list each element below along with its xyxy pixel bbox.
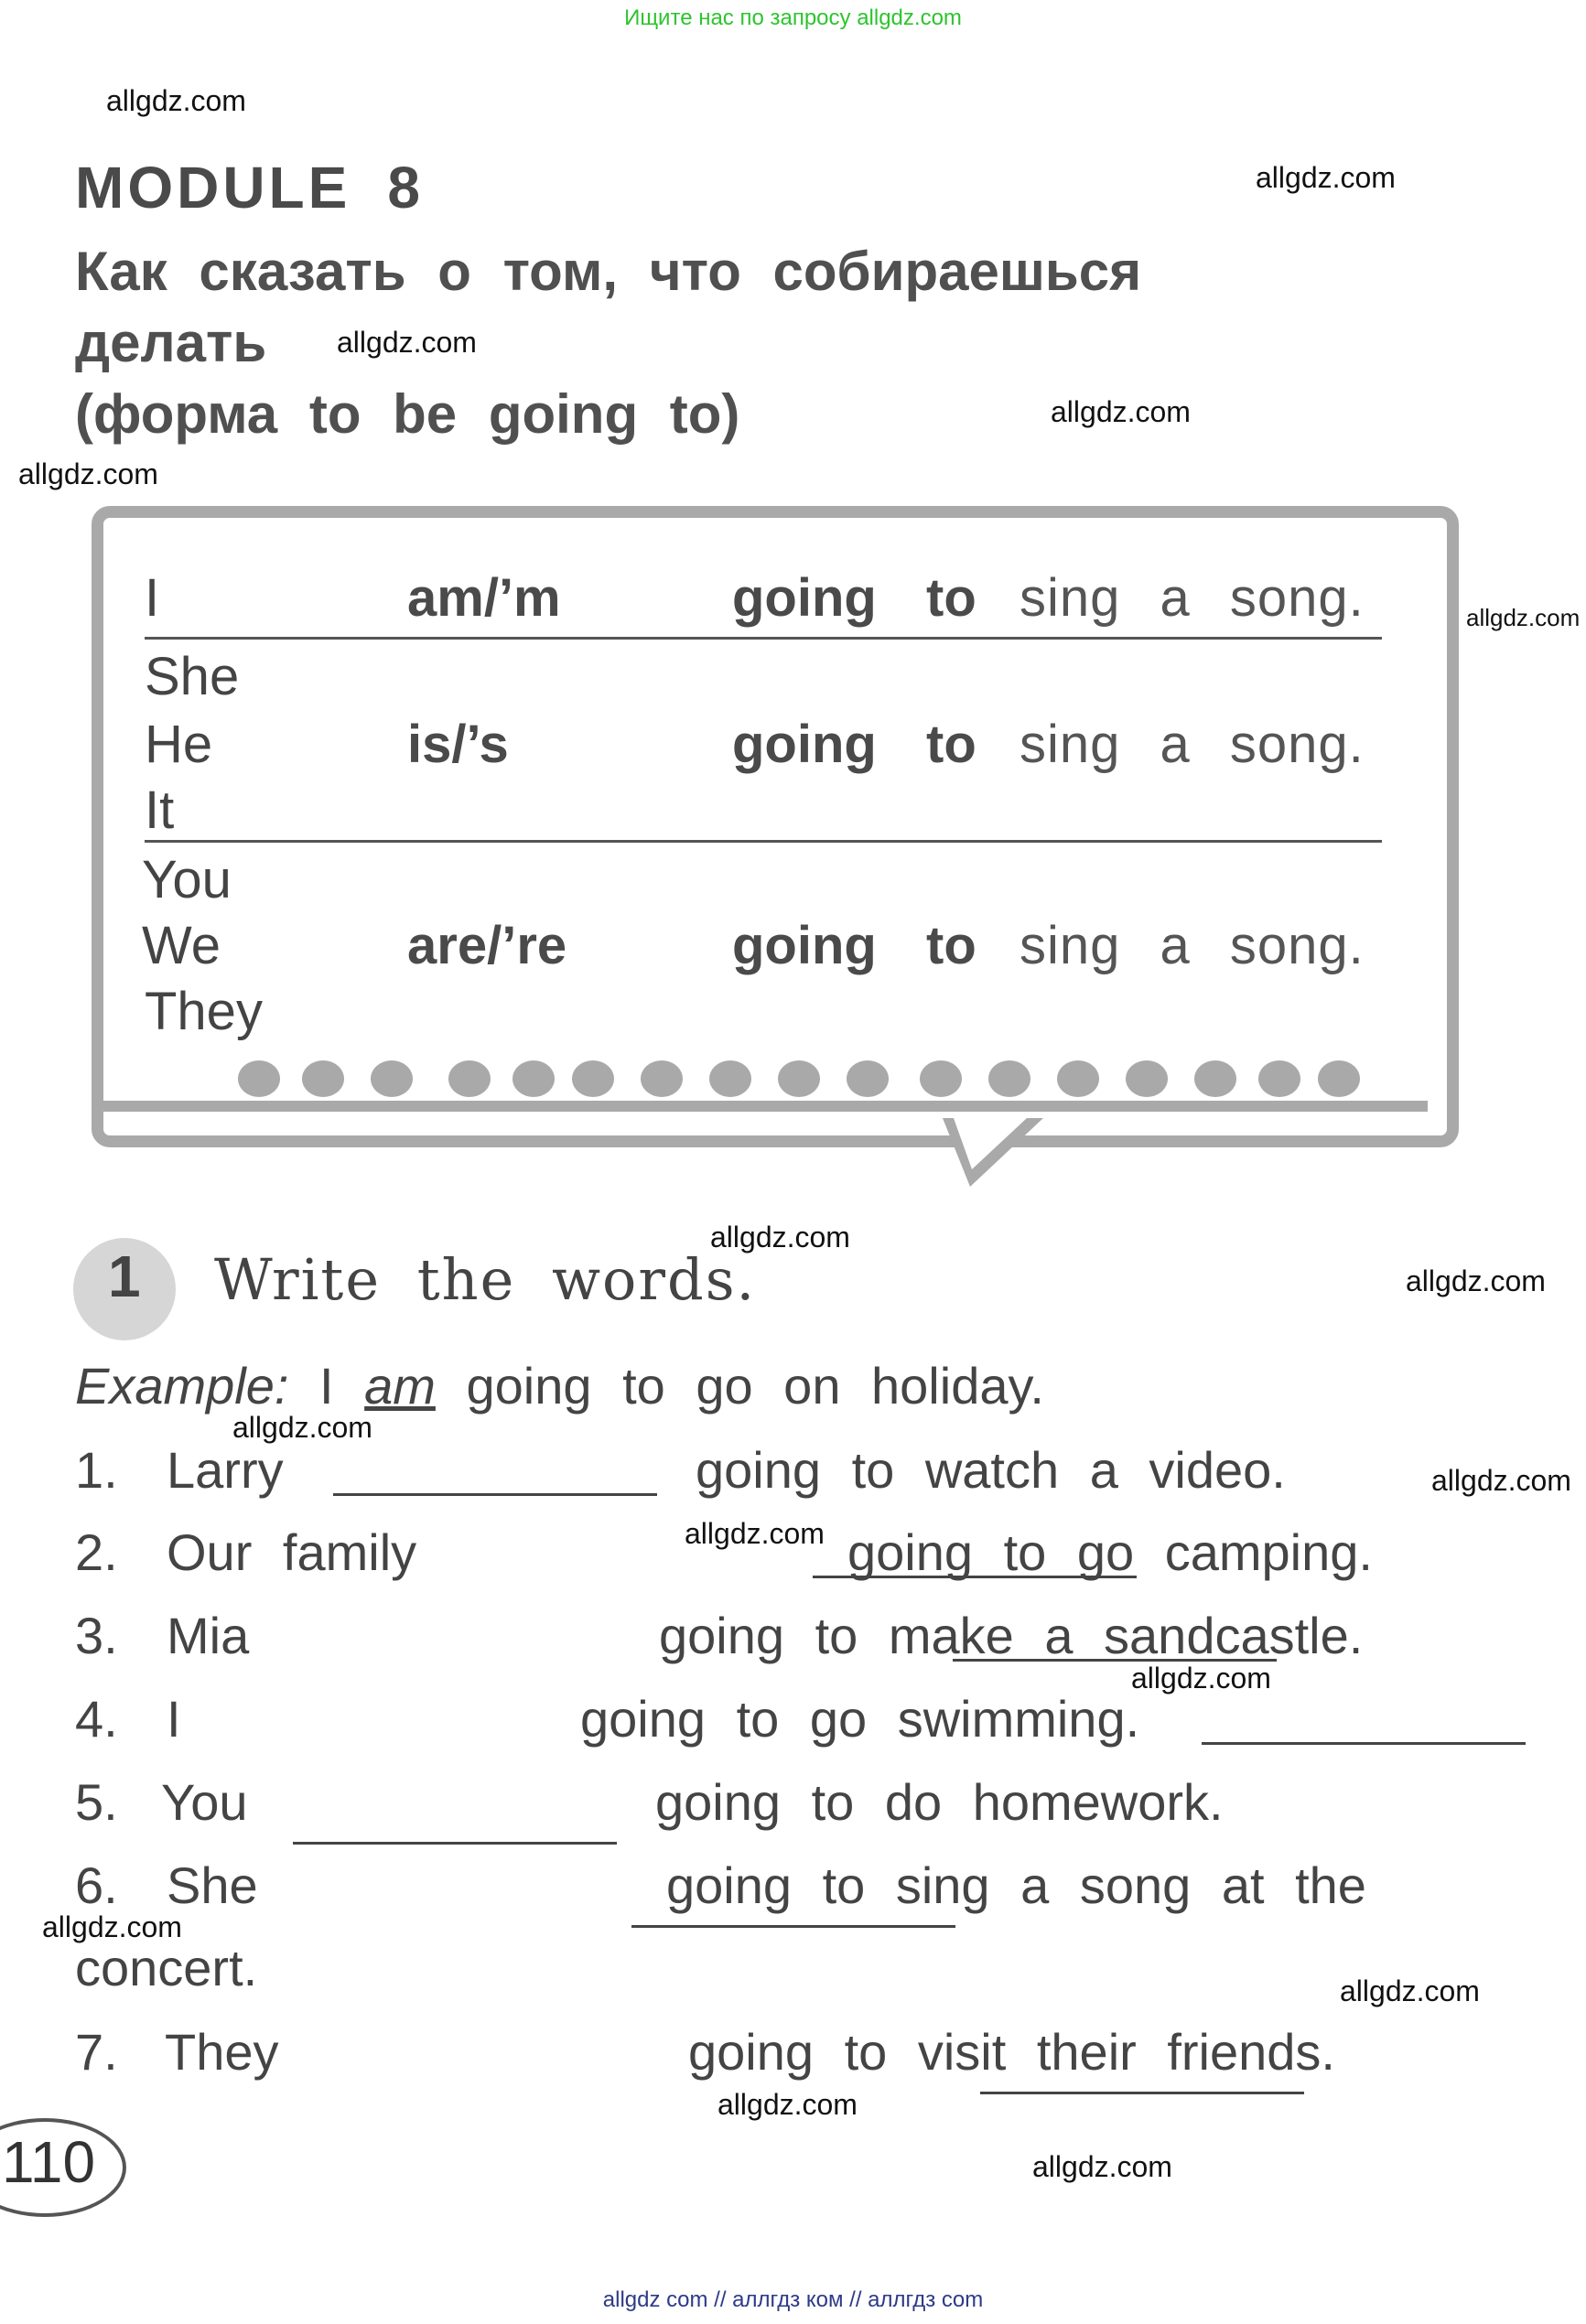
exercise-item-subject: Larry [167,1441,284,1499]
example-subject: I [319,1357,334,1415]
grammar-rest: sing a song. [1020,715,1365,774]
exercise-item-subject: Mia [167,1607,250,1664]
grammar-going: going [732,715,877,774]
example-line [75,1356,1044,1415]
watermark: allgdz.com [685,1517,825,1550]
exercise-item-num: 2. [75,1523,118,1581]
grammar-to: to [926,916,976,975]
answer-blank[interactable] [333,1493,657,1496]
watermark: allgdz.com [1431,1464,1571,1497]
exercise-item-subject: You [161,1773,248,1831]
grammar-to: to [926,715,976,774]
exercise-item-num: 6. [75,1856,118,1914]
grammar-subject: She [145,647,240,706]
watermark: allgdz.com [717,2088,858,2121]
watermark: allgdz.com [1256,161,1396,194]
exercise-item-rest: going to do homework. [655,1773,1224,1831]
watermark: allgdz.com [1131,1662,1271,1695]
exercise-item-rest: going to visit their friends. [688,2023,1335,2081]
lesson-heading-line3: (форма to be going to) [75,383,740,445]
answer-blank[interactable] [1202,1742,1526,1745]
watermark: allgdz.com [337,326,477,359]
grammar-subject: We [142,916,221,975]
answer-blank[interactable] [631,1925,955,1928]
exercise-item-rest: going to go swimming. [580,1690,1140,1748]
exercise-item-rest: going to make a sandcastle. [659,1607,1364,1664]
exercise-item-subject: I [167,1690,181,1748]
watermark: allgdz.com [1340,1974,1480,2007]
watermark: allgdz.com [106,84,246,117]
exercise-item-num: 1. [75,1441,118,1499]
exercise-item-num: 7. [75,2023,118,2081]
exercise-title: Write the words. [214,1246,757,1313]
grammar-verb: am/’m [407,568,561,628]
grammar-going: going [732,916,877,975]
grammar-subject: I [145,568,160,628]
grammar-subject: You [142,850,232,909]
module-number: 8 [387,155,424,221]
watermark: allgdz.com [710,1221,850,1253]
module-label: MODULE [75,155,351,221]
watermark: allgdz.com [1406,1264,1546,1297]
exercise-item-num: 4. [75,1690,118,1748]
example-label: Example: [75,1357,289,1415]
watermark: allgdz.com [1032,2150,1172,2183]
grammar-rest: sing a song. [1020,916,1365,975]
exercise-item-num: 3. [75,1607,118,1664]
example-rest: going to go on holiday. [466,1357,1044,1415]
exercise-item-subject: Our family [167,1523,417,1581]
grammar-going: going [732,568,877,628]
grammar-subject: They [145,982,263,1041]
module-title [75,154,424,221]
exercise-item-subject: They [165,2023,279,2081]
exercise-number: 1 [108,1243,141,1309]
watermark: allgdz.com [1466,604,1581,631]
search-banner: Ищите нас по запросу allgdz.com [624,5,962,30]
grammar-rest: sing a song. [1020,568,1365,628]
lesson-heading-line1: Как сказать о том, что собираешься [75,241,1142,302]
watermark: allgdz.com [232,1411,372,1444]
grammar-verb: are/’re [407,916,567,975]
grammar-divider [145,637,1382,640]
watermark: allgdz.com [18,457,158,490]
grammar-divider [145,840,1382,843]
watermark: allgdz.com [42,1910,182,1943]
exercise-item-rest: going to go camping. [847,1523,1373,1581]
grammar-subject: It [145,780,175,840]
bubble-bumps-decoration [101,1048,1428,1121]
exercise-item-continuation: concert. [75,1939,258,1996]
lesson-heading-line2: делать [75,312,267,373]
example-answer: am [364,1357,436,1415]
footer-banner: allgdz com // аллгдз ком // аллгдз com [602,2287,984,2312]
watermark: allgdz.com [1051,395,1191,428]
exercise-item-subject: She [167,1856,258,1914]
grammar-subject: He [145,715,213,774]
page-number: 110 [2,2129,96,2195]
exercise-item-rest: going to watch a video. [696,1441,1286,1499]
answer-blank[interactable] [980,2092,1304,2094]
grammar-to: to [926,568,976,628]
grammar-verb: is/’s [407,715,509,774]
exercise-item-rest: going to sing a song at the [666,1856,1366,1914]
exercise-item-num: 5. [75,1773,118,1831]
answer-blank[interactable] [293,1842,617,1845]
